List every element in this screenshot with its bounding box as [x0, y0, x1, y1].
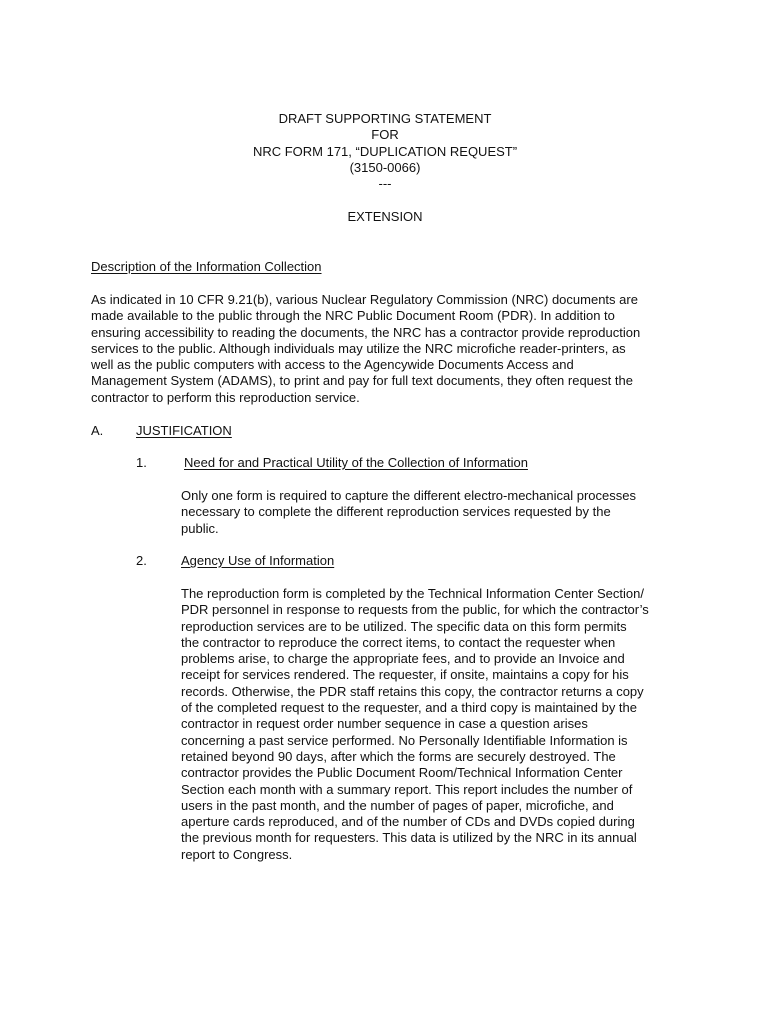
item-2-title: Agency Use of Information: [181, 553, 335, 568]
item-2-body: The reproduction form is completed by the Technical Information Center Section/ PDR personnel in response to requests from the public, for which the contractor’s reproduction services are to be utilized. The specific data on this form permits the contractor to reproduce the correct items, to contact the requester when problems arise, to charge the appropriate fees, and to provide an Invoice and receipt for services rendered. The requester, if onsite, maintains a copy for his records. Otherwise, the PDR staff retains this copy, the contractor returns a copy of the completed request to the requester, and a third copy is maintained by the contractor in request order number sequence in case a question arises concerning a past service performed. No Personally Identifiable Information is retained beyond 90 days, after which the forms are securely destroyed. The contractor provides the Public Document Room/Technical Information Center Section each month with a summary report. This report includes the number of users in the past month, and the number of pages of paper, microfiche, and aperture cards reproduced, and of the number of CDs and DVDs copied during the previous month for requesters. This data is utilized by the NRC in its annual report to Congress.: [181, 586, 649, 862]
title-line: NRC FORM 171, “DUPLICATION REQUEST”: [252, 143, 518, 159]
item-1-body: Only one form is required to capture the different electro-mechanical processes necessary to complete the different reproduction services requested by the public.: [181, 488, 636, 536]
title-line: (3150-0066): [349, 159, 421, 175]
item-2-number: 2.: [136, 553, 147, 568]
title-line: FOR: [371, 127, 399, 143]
description-body: As indicated in 10 CFR 9.21(b), various Nuclear Regulatory Commission (NRC) documents are made available to the public through the NRC Public Document Room (PDR). In addition to ensuring accessibility to reading the documents, the NRC has a contractor provide reproduction services to the public. Although individuals may utilize the NRC microfiche reader-printers, as well as the public computers with access to the Agencywide Documents Access and Management System (ADAMS), to print and pay for full text documents, they often request the contractor to perform this reproduction service.: [91, 292, 641, 405]
title-line: DRAFT SUPPORTING STATEMENT: [278, 111, 492, 126]
title-line: ---: [378, 176, 392, 192]
status-heading: EXTENSION: [347, 209, 423, 224]
item-1-number: 1.: [136, 455, 147, 470]
item-1-title: Need for and Practical Utility of the Collection of Information: [184, 455, 528, 470]
section-a-title: JUSTIFICATION: [136, 423, 232, 438]
description-heading: Description of the Information Collection: [91, 259, 322, 274]
document-title-block: [0, 111, 770, 192]
section-a-marker: A.: [91, 423, 104, 438]
